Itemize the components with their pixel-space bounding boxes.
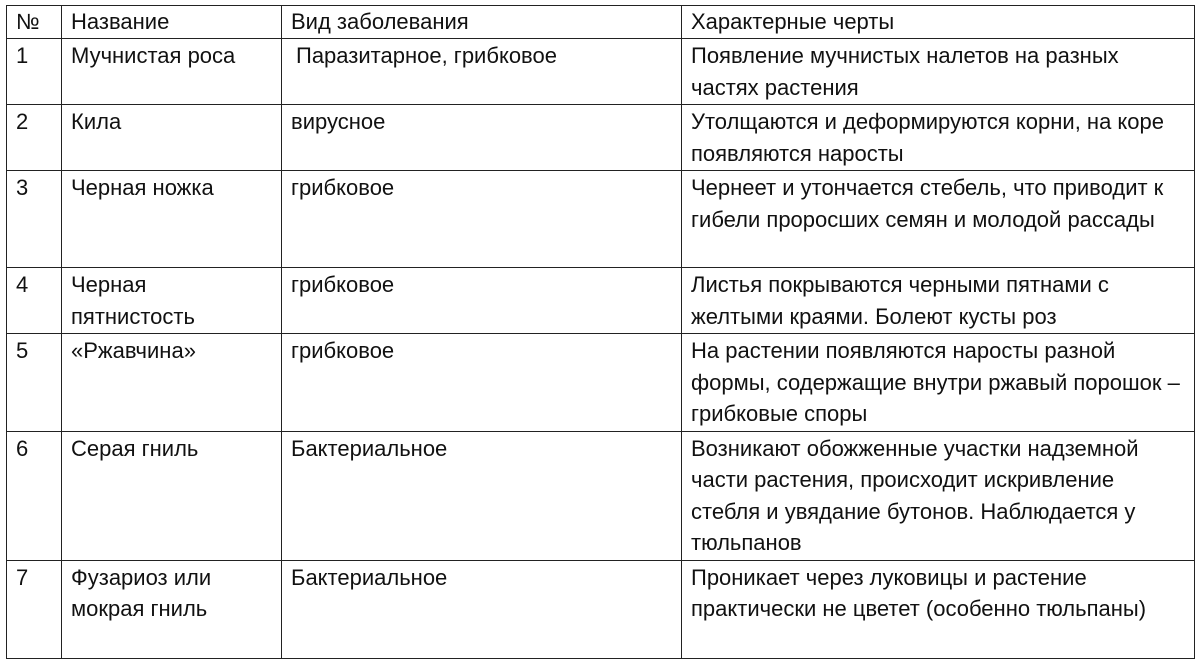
cell-num: 7 <box>7 560 62 658</box>
header-num: № <box>7 6 62 39</box>
cell-num: 4 <box>7 268 62 334</box>
table-header-row <box>7 6 1195 39</box>
table-row <box>7 105 1195 171</box>
header-traits: Характерные черты <box>682 6 1195 39</box>
cell-name: Черная пятнистость <box>62 268 282 334</box>
cell-traits: Появление мучнистых налетов на разных частях растения <box>682 39 1195 105</box>
table-row <box>7 39 1195 105</box>
table-row <box>7 171 1195 268</box>
table-row <box>7 334 1195 432</box>
cell-num: 6 <box>7 431 62 560</box>
cell-name: Фузариоз или мокрая гниль <box>62 560 282 658</box>
cell-type: вирусное <box>282 105 682 171</box>
cell-num: 2 <box>7 105 62 171</box>
table-row <box>7 560 1195 658</box>
cell-type: Бактериальное <box>282 431 682 560</box>
cell-type: грибковое <box>282 171 682 268</box>
cell-num: 3 <box>7 171 62 268</box>
header-name: Название <box>62 6 282 39</box>
cell-num: 5 <box>7 334 62 432</box>
plant-diseases-table <box>6 5 1195 659</box>
cell-type: грибковое <box>282 268 682 334</box>
cell-traits: Утолщаются и деформируются корни, на коре появляются наросты <box>682 105 1195 171</box>
cell-traits: На растении появляются наросты разной формы, содержащие внутри ржавый порошок – грибковые споры <box>682 334 1195 432</box>
cell-name: Мучнистая роса <box>62 39 282 105</box>
table-row <box>7 431 1195 560</box>
cell-traits: Чернеет и утончается стебель, что приводит к гибели проросших семян и молодой рассады <box>682 171 1195 268</box>
cell-type: грибковое <box>282 334 682 432</box>
header-type: Вид заболевания <box>282 6 682 39</box>
cell-name: Кила <box>62 105 282 171</box>
cell-type: Паразитарное, грибковое <box>282 39 682 105</box>
cell-type: Бактериальное <box>282 560 682 658</box>
table-row <box>7 268 1195 334</box>
cell-name: Серая гниль <box>62 431 282 560</box>
cell-traits: Возникают обожженные участки надземной части растения, происходит искривление стебля и увядание бутонов. Наблюдается у тюльпанов <box>682 431 1195 560</box>
cell-name: Черная ножка <box>62 171 282 268</box>
cell-num: 1 <box>7 39 62 105</box>
cell-traits: Проникает через луковицы и растение практически не цветет (особенно тюльпаны) <box>682 560 1195 658</box>
cell-traits: Листья покрываются черными пятнами с желтыми краями. Болеют кусты роз <box>682 268 1195 334</box>
cell-name: «Ржавчина» <box>62 334 282 432</box>
